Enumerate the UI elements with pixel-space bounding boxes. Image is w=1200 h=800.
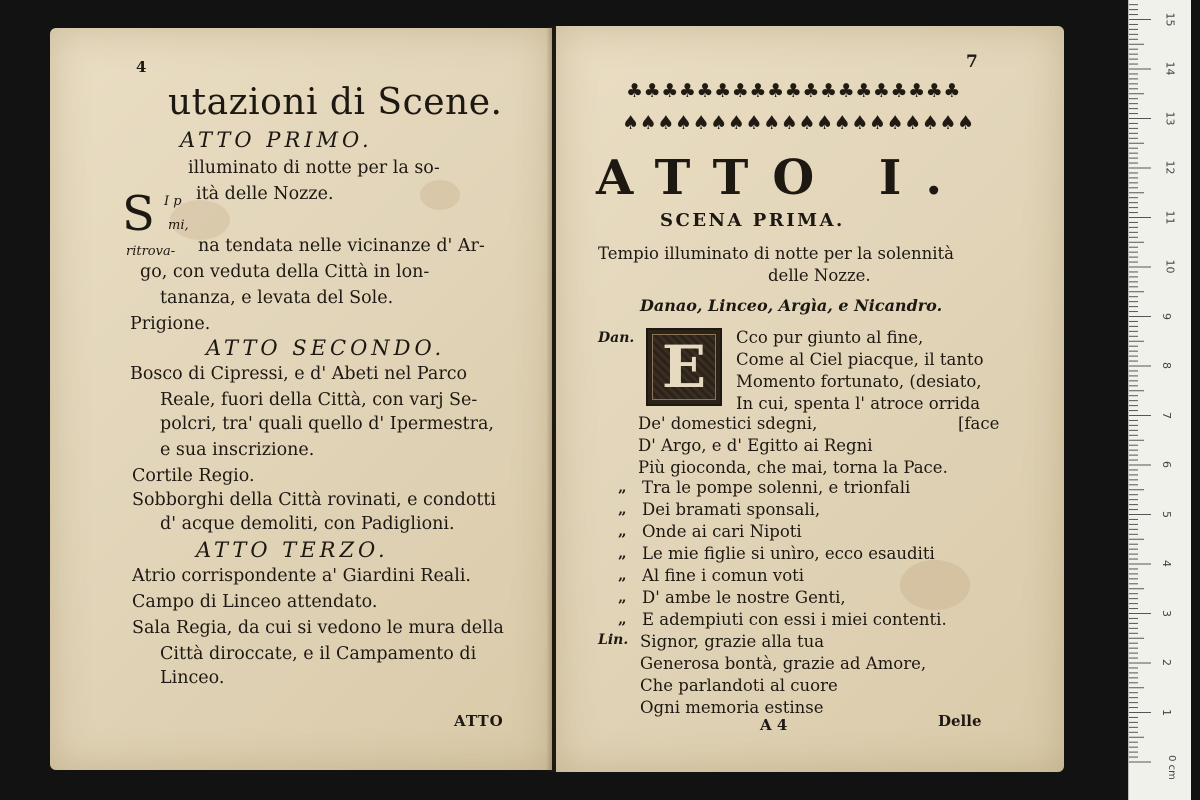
drop-capital-frame <box>652 334 716 400</box>
text-line: na tendata nelle vicinanze d' Ar- <box>198 236 485 256</box>
text-line: Città diroccate, e il Campamento di <box>160 644 477 664</box>
quote-mark: „ <box>618 522 627 540</box>
ruler-number: 1 <box>1160 708 1173 716</box>
verse-line: Generosa bontà, grazie ad Amore, <box>640 654 927 673</box>
text-line: d' acque demoliti, con Padiglioni. <box>160 514 455 534</box>
drop-capital-letter: E <box>661 333 707 401</box>
verse-line: Ogni memoria estinse <box>640 698 824 717</box>
margin-note: I p <box>164 194 182 209</box>
text-line: tananza, e levata del Sole. <box>160 288 394 308</box>
text-line: Campo di Linceo attendato. <box>132 592 378 612</box>
text-line: Cortile Regio. <box>132 466 255 486</box>
act-title: ATTO I. <box>596 150 967 206</box>
ruler-number: 11 <box>1163 210 1177 224</box>
verse-line: In cui, spenta l' atroce orrida <box>736 394 981 413</box>
catchword-right: Delle <box>938 712 982 730</box>
verse-line: E adempiuti con essi i miei contenti. <box>642 610 947 629</box>
text-line: Atrio corrispondente a' Giardini Reali. <box>132 566 471 586</box>
drop-capital: S <box>122 186 155 242</box>
scene-setting: delle Nozze. <box>768 266 871 285</box>
catchword-left: ATTO <box>454 712 504 730</box>
text-line: Reale, fuori della Città, con varj Se- <box>160 390 478 410</box>
verse-line: Onde ai cari Nipoti <box>642 522 802 541</box>
quote-mark: „ <box>618 500 627 518</box>
ruler-number: 9 <box>1160 312 1173 320</box>
verse-line: D' ambe le nostre Genti, <box>642 588 846 607</box>
ruler-number: 2 <box>1160 659 1173 666</box>
text-line: ità delle Nozze. <box>196 184 334 204</box>
text-line: Sobborghi della Città rovinati, e condotti <box>132 490 497 510</box>
text-line: Linceo. <box>160 668 225 688</box>
ruler-number: 6 <box>1160 461 1173 468</box>
text-line: polcri, tra' quali quello d' Ipermestra, <box>160 414 494 434</box>
printer-ornament: ♠♠♠♠♠♠♠♠♠♠♠♠♠♠♠♠♠♠♠♠ <box>622 112 975 134</box>
ruler-number: 8 <box>1160 362 1173 369</box>
quote-mark: „ <box>618 566 627 584</box>
page-number-right: 7 <box>966 52 978 72</box>
verse-line: Cco pur giunto al fine, <box>736 328 924 347</box>
scene-title: SCENA PRIMA. <box>660 210 845 231</box>
ruler-number: 7 <box>1160 411 1173 419</box>
margin-note: mi, <box>168 218 189 233</box>
character-list: Danao, Linceo, Argìa, e Nicandro. <box>640 296 943 315</box>
text-line: Sala Regia, da cui si vedono le mura della <box>132 618 504 638</box>
text-line: Bosco di Cipressi, e d' Abeti nel Parco <box>130 364 468 384</box>
quote-mark: „ <box>618 588 627 606</box>
ruler-number: 13 <box>1163 111 1177 125</box>
verse-line: Dei bramati sponsali, <box>642 500 821 519</box>
verse-line: D' Argo, e d' Egitto ai Regni <box>638 436 873 455</box>
ruler-ticks <box>1129 0 1191 800</box>
page-title-left: utazioni di Scene. <box>168 82 503 123</box>
act-heading: ATTO PRIMO. <box>180 128 373 152</box>
verse-line: Signor, grazie alla tua <box>640 632 825 651</box>
ruler-number: 15 <box>1163 12 1177 26</box>
paper-stain <box>420 180 460 210</box>
verse-line-carry: [face <box>958 414 1000 433</box>
ruler-number: 3 <box>1160 609 1173 617</box>
ruler-number: 4 <box>1160 560 1173 567</box>
quote-mark: „ <box>618 544 627 562</box>
text-line: Prigione. <box>130 314 211 334</box>
margin-note: ritrova- <box>126 244 176 259</box>
page-number-left: 4 <box>136 58 147 76</box>
text-line: e sua inscrizione. <box>160 440 315 460</box>
ruler-unit-label: 0 cm <box>1165 755 1177 780</box>
speaker-label: Lin. <box>598 632 629 648</box>
ruler-number: 5 <box>1160 510 1173 518</box>
act-heading: ATTO TERZO. <box>196 538 389 562</box>
verse-line: Momento fortunato, (desiato, <box>736 372 982 391</box>
ruler-number: 14 <box>1163 61 1177 76</box>
paper-stain <box>900 560 970 610</box>
scene-setting: Tempio illuminato di notte per la solennità <box>598 244 954 263</box>
speaker-label: Dan. <box>598 330 635 346</box>
quote-mark: „ <box>618 610 627 628</box>
verse-line: Che parlandoti al cuore <box>640 676 838 695</box>
quote-mark: „ <box>618 478 627 496</box>
signature-mark: A 4 <box>760 716 788 734</box>
measuring-ruler <box>1128 0 1191 800</box>
printer-ornament: ♣♣♣♣♣♣♣♣♣♣♣♣♣♣♣♣♣♣♣ <box>626 80 962 102</box>
act-heading: ATTO SECONDO. <box>206 336 446 360</box>
text-line: go, con veduta della Città in lon- <box>140 262 430 282</box>
verse-line: Tra le pompe solenni, e trionfali <box>642 478 911 497</box>
ruler-number: 10 <box>1163 259 1177 274</box>
verse-line: Più gioconda, che mai, torna la Pace. <box>638 458 948 477</box>
verse-line: Al fine i comun voti <box>642 566 805 585</box>
verse-line: De' domestici sdegni, <box>638 414 818 433</box>
ruler-number: 12 <box>1163 160 1177 175</box>
verse-line: Come al Ciel piacque, il tanto <box>736 350 984 369</box>
drop-capital-ornamented <box>646 328 722 406</box>
verse-line: Le mie figlie si unìro, ecco esauditi <box>642 544 935 563</box>
text-line: illuminato di notte per la so- <box>188 158 440 178</box>
